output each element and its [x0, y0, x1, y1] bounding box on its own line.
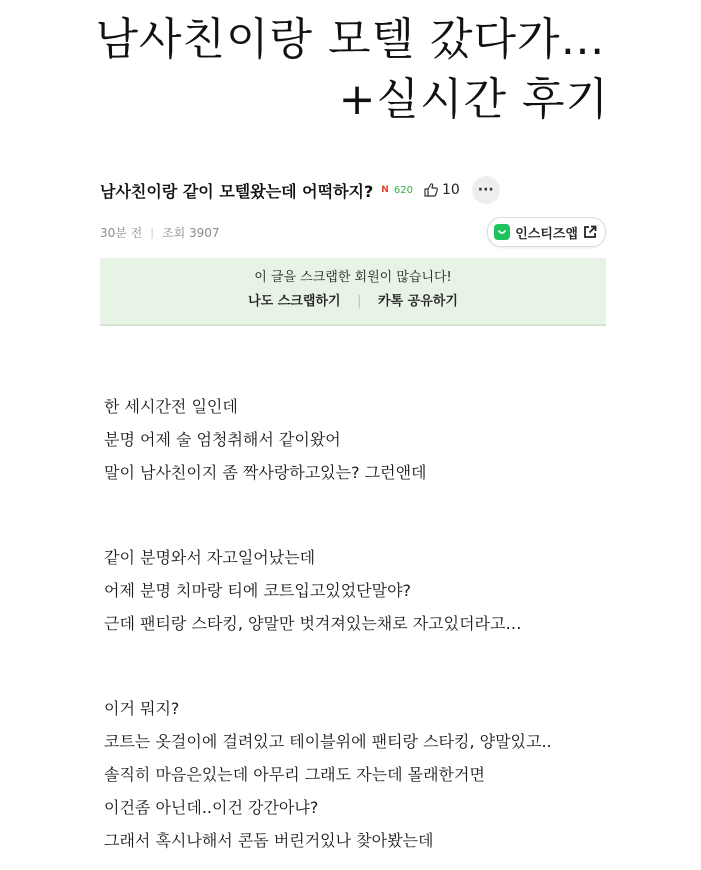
scrap-button[interactable]: 나도 스크랩하기 — [248, 294, 341, 309]
scrap-banner-message: 이 글을 스크랩한 회원이 많습니다! — [254, 270, 452, 285]
post-header — [100, 174, 606, 206]
smile-icon — [497, 227, 507, 237]
body-line: 솔직히 마음은있는데 아무리 그래도 자는데 몰래한거면 — [104, 765, 485, 784]
instiz-app-label: 인스티즈앱 — [515, 226, 578, 242]
kakao-share-button[interactable]: 카톡 공유하기 — [378, 294, 458, 309]
headline-line-2: +실시간 후기 — [338, 74, 609, 125]
paragraph-gap — [104, 640, 664, 692]
meta-divider: | — [150, 225, 154, 239]
post-meta — [100, 216, 606, 248]
paragraph-gap — [104, 489, 664, 541]
body-line: 코트는 옷걸이에 걸려있고 테이블위에 팬티랑 스타킹, 양말있고.. — [104, 732, 552, 751]
headline — [0, 0, 701, 145]
instiz-app-icon — [494, 224, 510, 240]
body-line: 말이 남사친이지 좀 짝사랑하고있는? 그런앤데 — [104, 463, 427, 482]
body-line: 한 세시간전 일인데 — [104, 397, 238, 416]
scrap-banner — [100, 258, 606, 326]
instiz-app-button[interactable] — [487, 217, 606, 247]
time-ago: 30분 전 — [100, 225, 143, 240]
post-title-row — [100, 174, 606, 206]
body-line: 그래서 혹시나해서 콘돔 버린거있나 찾아봤는데 — [104, 831, 434, 850]
post-body — [104, 390, 664, 857]
body-line: 어제 분명 치마랑 티에 코트입고있었단말야? — [104, 581, 412, 600]
banner-divider: | — [357, 294, 362, 309]
post-title: 남사친이랑 같이 모텔왔는데 어떡하지? — [100, 181, 374, 201]
like-button[interactable] — [423, 182, 460, 198]
body-line: 분명 어제 술 엄청취해서 같이왔어 — [104, 430, 341, 449]
new-badge: N — [381, 185, 389, 195]
body-line: 이건좀 아닌데..이건 강간아냐? — [104, 798, 319, 817]
comment-count[interactable]: 620 — [393, 184, 413, 196]
body-line: 같이 분명와서 자고일어났는데 — [104, 548, 316, 567]
body-line: 이거 뭐지? — [104, 699, 180, 718]
external-link-icon — [583, 225, 597, 239]
view-count: 조회 3907 — [162, 225, 220, 240]
scrap-banner-actions — [100, 292, 606, 312]
headline-line-1: 남사친이랑 모텔 갔다가… — [95, 14, 606, 65]
body-line: 근데 팬티랑 스타킹, 양말만 벗겨져있는채로 자고있더라고… — [104, 614, 522, 633]
more-options-button[interactable]: ··· — [472, 176, 500, 204]
thumbs-up-icon — [423, 182, 439, 198]
like-count: 10 — [441, 182, 460, 198]
